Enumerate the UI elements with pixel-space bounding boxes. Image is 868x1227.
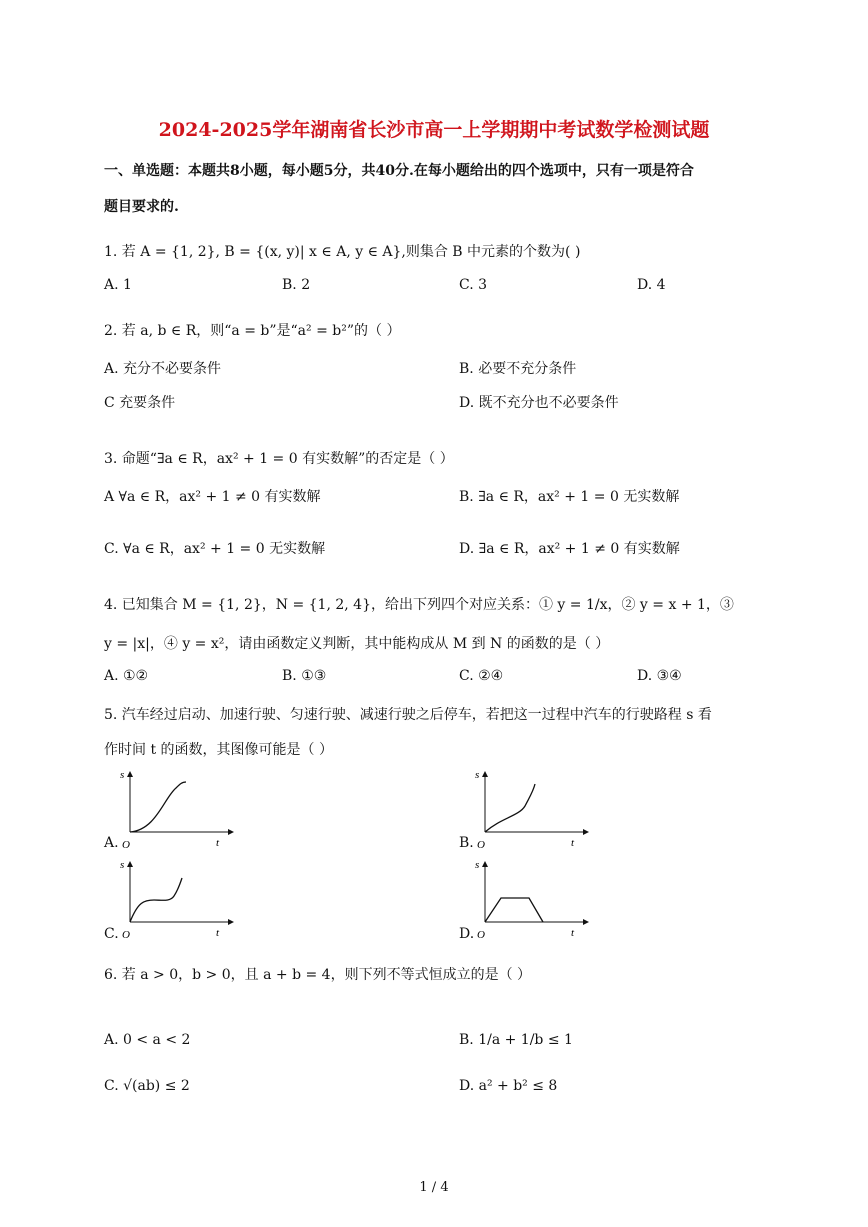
- graph-a-origin: O: [122, 839, 130, 850]
- q3-option-d: D. ∃a ∈ R，ax² + 1 ≠ 0 有实数解: [459, 541, 680, 557]
- q6-option-c: C. √(ab) ≤ 2: [104, 1078, 190, 1094]
- q1-option-b: B. 2: [282, 277, 311, 293]
- question-4-line1: 4. 已知集合 M = {1, 2}，N = {1, 2, 4}，给出下列四个对应关系：① y = 1/x，② y = x + 1，③: [104, 597, 734, 613]
- page-number: 1 / 4: [419, 1180, 449, 1195]
- q1-option-d: D. 4: [637, 277, 666, 293]
- q6-option-a: A. 0 < a < 2: [104, 1032, 191, 1048]
- q4-option-c: C. ②④: [459, 668, 504, 684]
- q5-option-b-label: B.: [459, 835, 474, 851]
- q5-option-c-label: C.: [104, 926, 119, 942]
- graph-c-axis-t: t: [216, 927, 220, 939]
- question-6-stem: 6. 若 a > 0，b > 0，且 a + b = 4，则下列不等式恒成立的是（ ）: [104, 967, 532, 983]
- graph-c-origin: O: [122, 929, 130, 940]
- q1-option-a: A. 1: [104, 277, 132, 293]
- q4-option-a: A. ①②: [104, 668, 149, 684]
- q3-option-a: A ∀a ∈ R，ax² + 1 ≠ 0 有实数解: [104, 489, 321, 505]
- question-2-stem: 2. 若 a, b ∈ R，则“a = b”是“a² = b²”的（ ）: [104, 323, 401, 339]
- section-heading-line1: 一、单选题：本题共8小题，每小题5分，共40分.在每小题给出的四个选项中，只有一项是符合: [104, 163, 694, 179]
- q5-option-d-label: D.: [459, 926, 475, 942]
- q5-graph-d: [471, 858, 591, 940]
- q2-option-d: D. 既不充分也不必要条件: [459, 395, 619, 411]
- question-1-stem: 1. 若 A = {1, 2}, B = {(x, y)| x ∈ A, y ∈ A},则集合 B 中元素的个数为( ): [104, 244, 581, 260]
- q5-graph-c: [116, 858, 236, 940]
- graph-d-axis-t: t: [571, 927, 575, 939]
- graph-a-axis-s: s: [120, 769, 125, 781]
- q2-option-c: C 充要条件: [104, 395, 176, 411]
- q5-option-a-label: A.: [104, 835, 119, 851]
- page-title: 2024-2025学年湖南省长沙市高一上学期期中考试数学检测试题: [158, 119, 710, 141]
- q4-option-d: D. ③④: [637, 668, 682, 684]
- question-5-line2: 作时间 t 的函数，其图像可能是（ ）: [104, 742, 333, 758]
- q3-option-c: C. ∀a ∈ R，ax² + 1 = 0 无实数解: [104, 541, 326, 557]
- graph-b-axis-t: t: [571, 837, 575, 849]
- q2-option-b: B. 必要不充分条件: [459, 361, 577, 377]
- graph-b-axis-s: s: [475, 769, 480, 781]
- q1-option-c: C. 3: [459, 277, 488, 293]
- graph-b-origin: O: [477, 839, 485, 850]
- graph-c-axis-s: s: [120, 859, 125, 871]
- question-5-line1: 5. 汽车经过启动、加速行驶、匀速行驶、减速行驶之后停车，若把这一过程中汽车的行驶路程 s 看: [104, 707, 712, 723]
- graph-d-origin: O: [477, 929, 485, 940]
- q2-option-a: A. 充分不必要条件: [104, 361, 222, 377]
- q6-option-b: B. 1/a + 1/b ≤ 1: [459, 1032, 573, 1048]
- q4-option-b: B. ①③: [282, 668, 327, 684]
- question-3-stem: 3. 命题“∃a ∈ R，ax² + 1 = 0 有实数解”的否定是（ ）: [104, 451, 454, 467]
- question-4-line2: y = |x|，④ y = x²，请由函数定义判断，其中能构成从 M 到 N 的函数的是（ ）: [104, 636, 610, 652]
- q5-graph-b: [471, 768, 591, 850]
- section-heading-line2: 题目要求的.: [104, 199, 179, 215]
- graph-d-axis-s: s: [475, 859, 480, 871]
- q6-option-d: D. a² + b² ≤ 8: [459, 1078, 558, 1094]
- q3-option-b: B. ∃a ∈ R，ax² + 1 = 0 无实数解: [459, 489, 680, 505]
- q5-graph-a: [116, 768, 236, 850]
- graph-a-axis-t: t: [216, 837, 220, 849]
